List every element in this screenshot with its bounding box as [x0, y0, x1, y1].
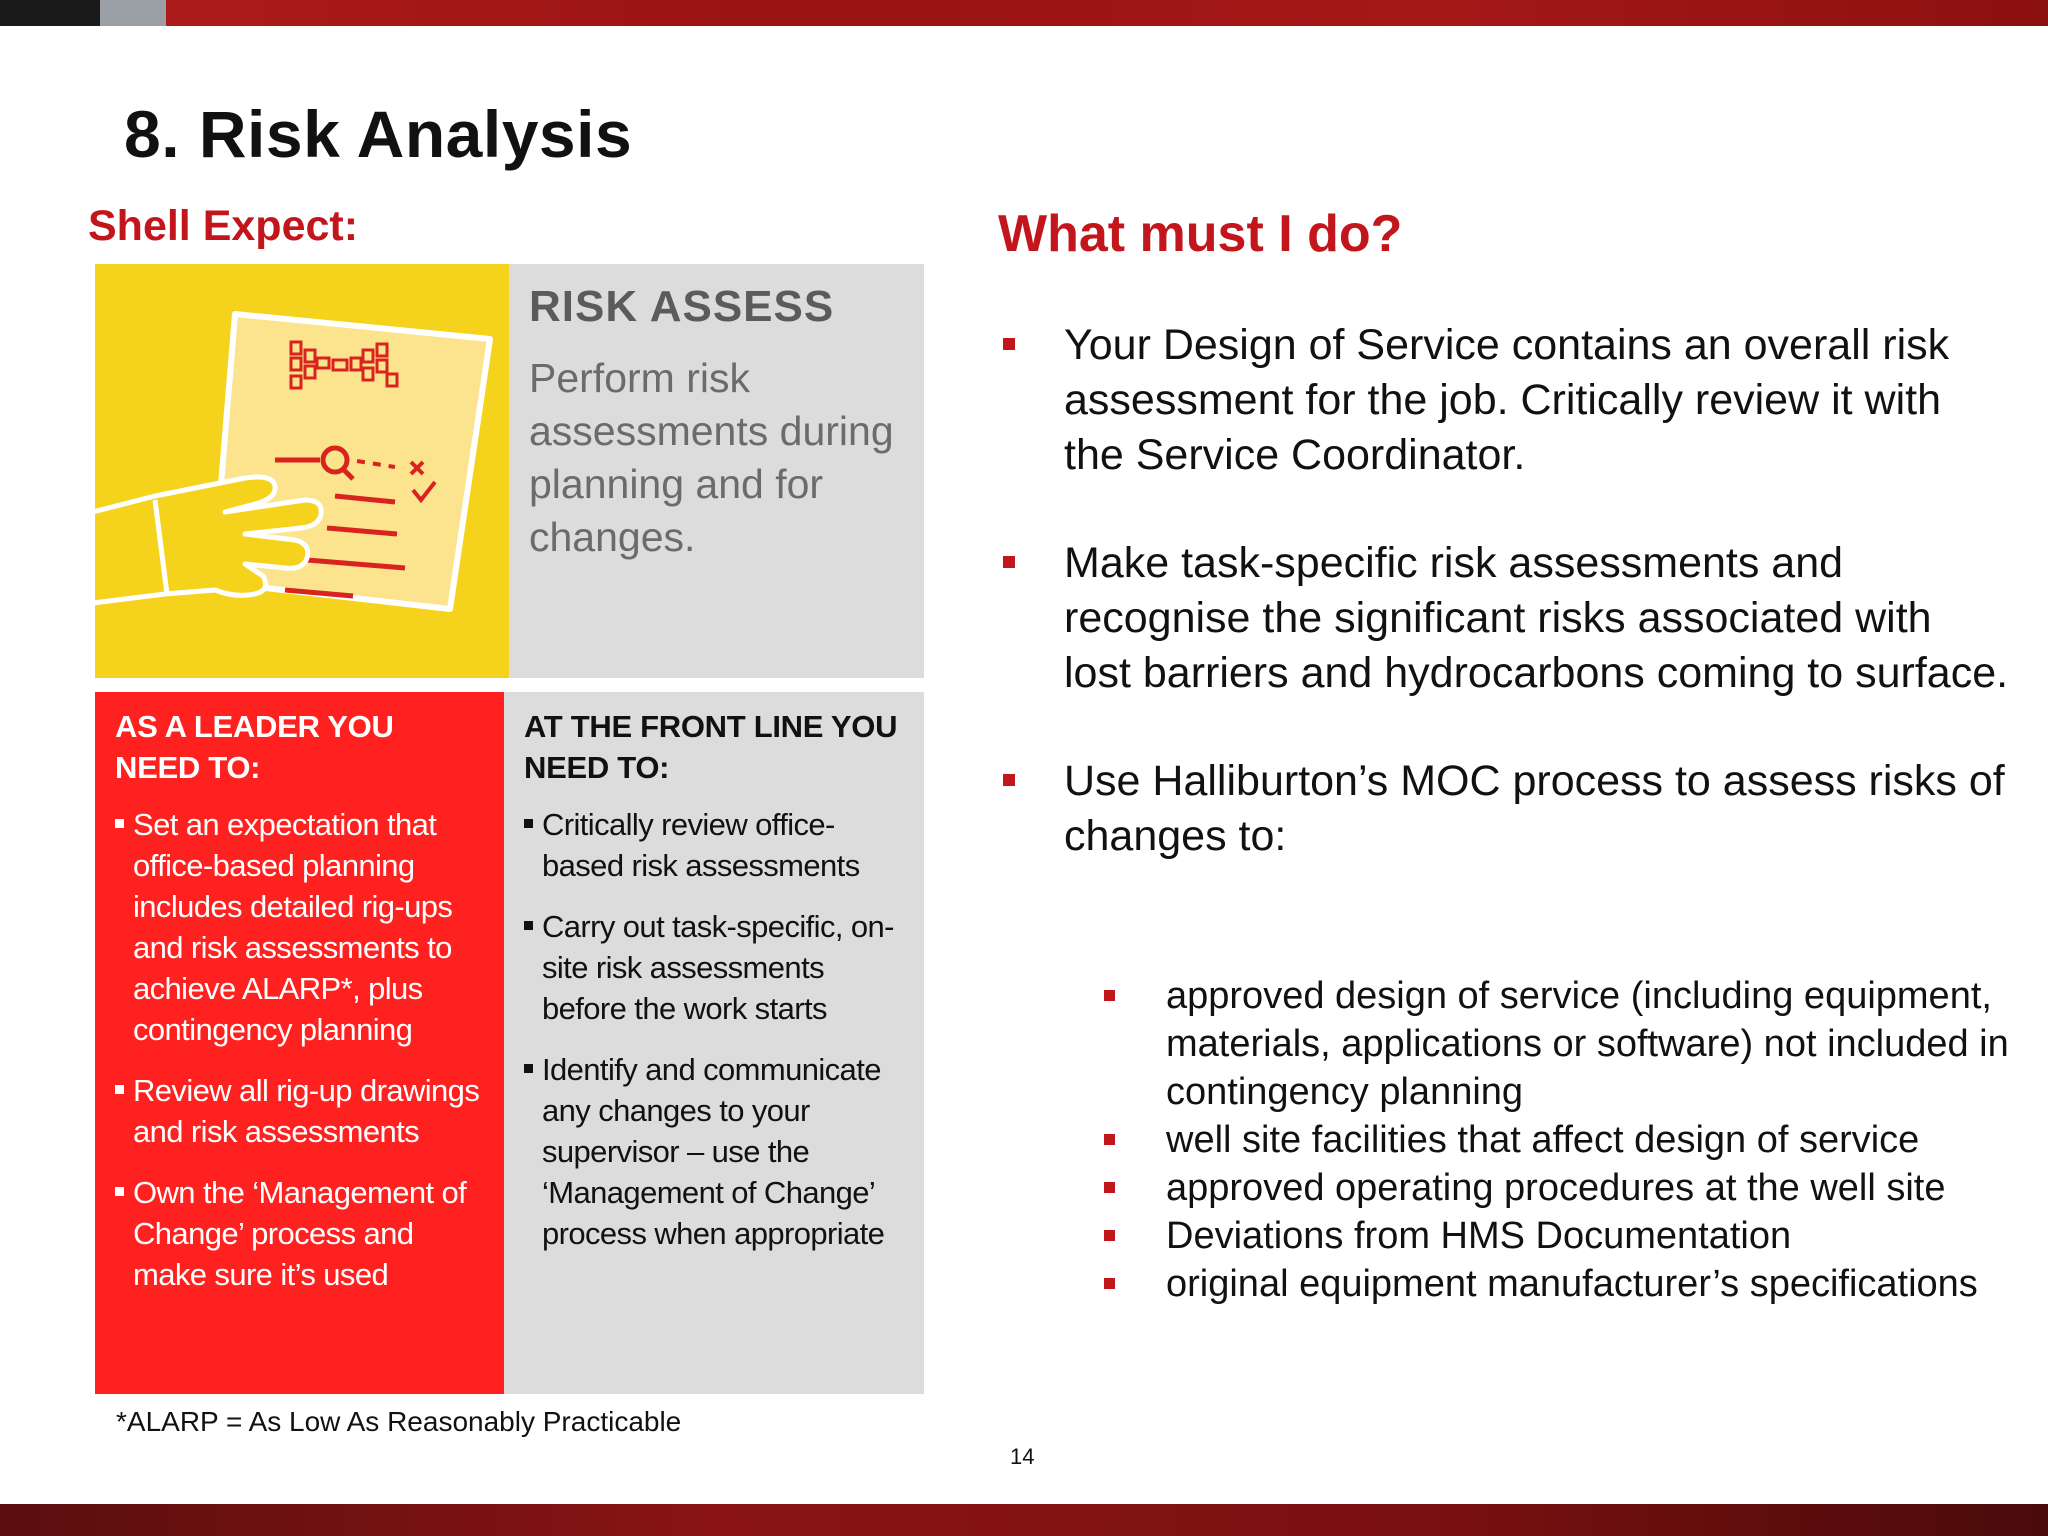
- risk-card-text: Perform risk assessments during planning and for changes.: [529, 355, 894, 560]
- top-banner-gray-block: [100, 0, 166, 26]
- list-item: original equipment manufacturer’s specifications: [1104, 1260, 2024, 1308]
- risk-illustration: [95, 264, 509, 678]
- changes-sublist: [1104, 972, 2024, 1308]
- bullet-square-icon: [1003, 338, 1015, 350]
- list-item: Critically review office-based risk assessments: [524, 804, 912, 886]
- list-item: Your Design of Service contains an overall risk assessment for the job. Critically review it with the Service Coordinator.: [1000, 318, 2010, 483]
- bottom-banner: [0, 1504, 2048, 1536]
- footnote: *ALARP = As Low As Reasonably Practicable: [116, 1406, 682, 1437]
- bullet-square-icon: [115, 1187, 124, 1196]
- risk-card-heading: RISK ASSESS: [529, 282, 835, 331]
- bullet-square-icon: [1104, 990, 1115, 1001]
- list-item: Use Halliburton’s MOC process to assess risks of changes to:: [1000, 754, 2010, 864]
- actions-list: [1000, 318, 2010, 864]
- bullet-square-icon: [1104, 1134, 1115, 1145]
- frontline-box: [504, 692, 924, 1394]
- list-item: Deviations from HMS Documentation: [1104, 1212, 2024, 1260]
- slide-title: 8. Risk Analysis: [124, 97, 633, 171]
- frontline-list: [524, 804, 912, 1254]
- bullet-square-icon: [115, 1085, 124, 1094]
- list-item: Make task-specific risk assessments and recognise the significant risks associated with lost barriers and hydrocarbons coming to surface.: [1000, 536, 2010, 701]
- risk-card: [509, 264, 924, 678]
- leader-box-heading: AS A LEADER YOU NEED TO:: [115, 709, 394, 785]
- leader-list: [115, 804, 486, 1295]
- right-heading: What must I do?: [998, 205, 1403, 263]
- list-item: well site facilities that affect design of service: [1104, 1116, 2024, 1164]
- bullet-square-icon: [115, 819, 124, 828]
- bullet-square-icon: [1003, 556, 1015, 568]
- bullet-square-icon: [524, 1064, 533, 1073]
- page-number: 14: [1010, 1444, 1035, 1469]
- list-item: Set an expectation that office-based planning includes detailed rig-ups and risk assessments to achieve ALARP*, plus contingency planning: [115, 804, 486, 1050]
- list-item: Carry out task-specific, on-site risk assessments before the work starts: [524, 906, 912, 1029]
- frontline-box-heading: AT THE FRONT LINE YOU NEED TO:: [524, 709, 898, 785]
- bullet-square-icon: [1104, 1230, 1115, 1241]
- list-item: approved operating procedures at the well site: [1104, 1164, 2024, 1212]
- top-banner-dark-block: [0, 0, 100, 26]
- list-item: Identify and communicate any changes to your supervisor – use the ‘Management of Change’ process when appropriate: [524, 1049, 912, 1254]
- list-item: Review all rig-up drawings and risk assessments: [115, 1070, 486, 1152]
- bullet-square-icon: [1104, 1278, 1115, 1289]
- list-item: Own the ‘Management of Change’ process and make sure it’s used: [115, 1172, 486, 1295]
- list-item: approved design of service (including equipment, materials, applications or software) not included in contingency planning: [1104, 972, 2024, 1116]
- top-banner: [0, 0, 2048, 26]
- bullet-square-icon: [1003, 774, 1015, 786]
- hand-pointing-checklist-icon: [95, 264, 509, 678]
- left-heading: Shell Expect:: [88, 202, 359, 250]
- bullet-square-icon: [1104, 1182, 1115, 1193]
- bullet-square-icon: [524, 921, 533, 930]
- leader-box: [95, 692, 504, 1394]
- bullet-square-icon: [524, 819, 533, 828]
